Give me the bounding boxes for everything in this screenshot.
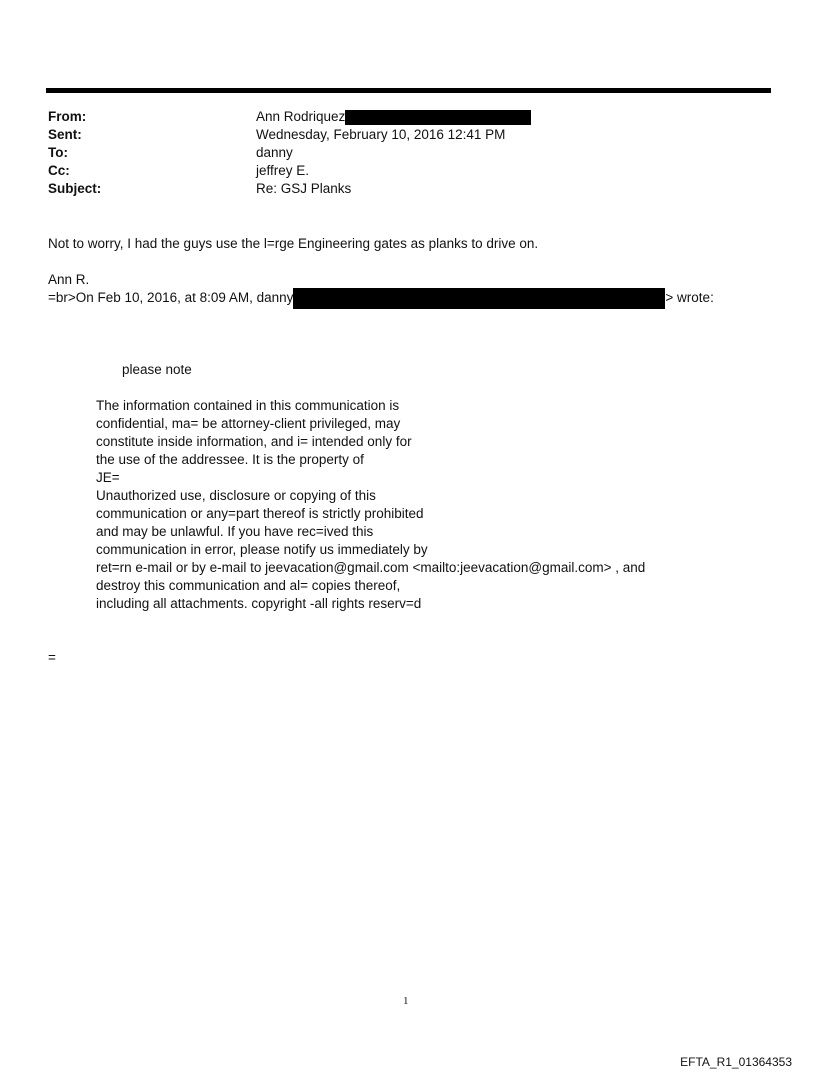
from-value: Ann Rodriquez — [256, 108, 531, 126]
disclaimer-line: Unauthorized use, disclosure or copying of this — [96, 488, 376, 503]
disclaimer-line: destroy this communication and al= copies thereof, — [96, 578, 401, 593]
sent-value: Wednesday, February 10, 2016 12:41 PM — [256, 127, 506, 142]
disclaimer-line: The information contained in this communication is — [96, 398, 400, 413]
message-line: Not to worry, I had the guys use the l=rge Engineering gates as planks to drive on. — [48, 236, 539, 251]
cc-label: Cc: — [48, 163, 70, 178]
subject-value: Re: GSJ Planks — [256, 181, 352, 196]
quote-header: =br>On Feb 10, 2016, at 8:09 AM, danny > wrote: — [48, 288, 714, 309]
disclaimer-line: communication in error, please notify us immediately by — [96, 542, 428, 557]
redaction-box — [345, 110, 531, 125]
disclaimer-line: including all attachments. copyright -all rights reserv=d — [96, 596, 422, 611]
document-id: EFTA_R1_01364353 — [680, 1055, 792, 1069]
please-note: please note — [122, 362, 192, 377]
to-label: To: — [48, 145, 68, 160]
header-rule — [46, 88, 771, 93]
page-number: 1 — [403, 995, 409, 1007]
disclaimer-line: ret=rn e-mail or by e-mail to jeevacation@gmail.com <mailto:jeevacation@gmail.com> , and — [96, 560, 646, 575]
from-label: From: — [48, 109, 87, 124]
redaction-box — [293, 288, 665, 309]
to-value: danny — [256, 145, 293, 160]
disclaimer-line: the use of the addressee. It is the property of — [96, 452, 364, 467]
subject-label: Subject: — [48, 181, 102, 196]
trailing-char: = — [48, 650, 56, 665]
disclaimer-line: confidential, ma= be attorney-client privileged, may — [96, 416, 401, 431]
cc-value: jeffrey E. — [256, 163, 310, 178]
sent-label: Sent: — [48, 127, 82, 142]
disclaimer-line: communication or any=part thereof is strictly prohibited — [96, 506, 424, 521]
disclaimer-line: and may be unlawful. If you have rec=ived this — [96, 524, 374, 539]
disclaimer-line: constitute inside information, and i= intended only for — [96, 434, 412, 449]
signoff: Ann R. — [48, 272, 90, 287]
disclaimer-line: JE= — [96, 470, 120, 485]
